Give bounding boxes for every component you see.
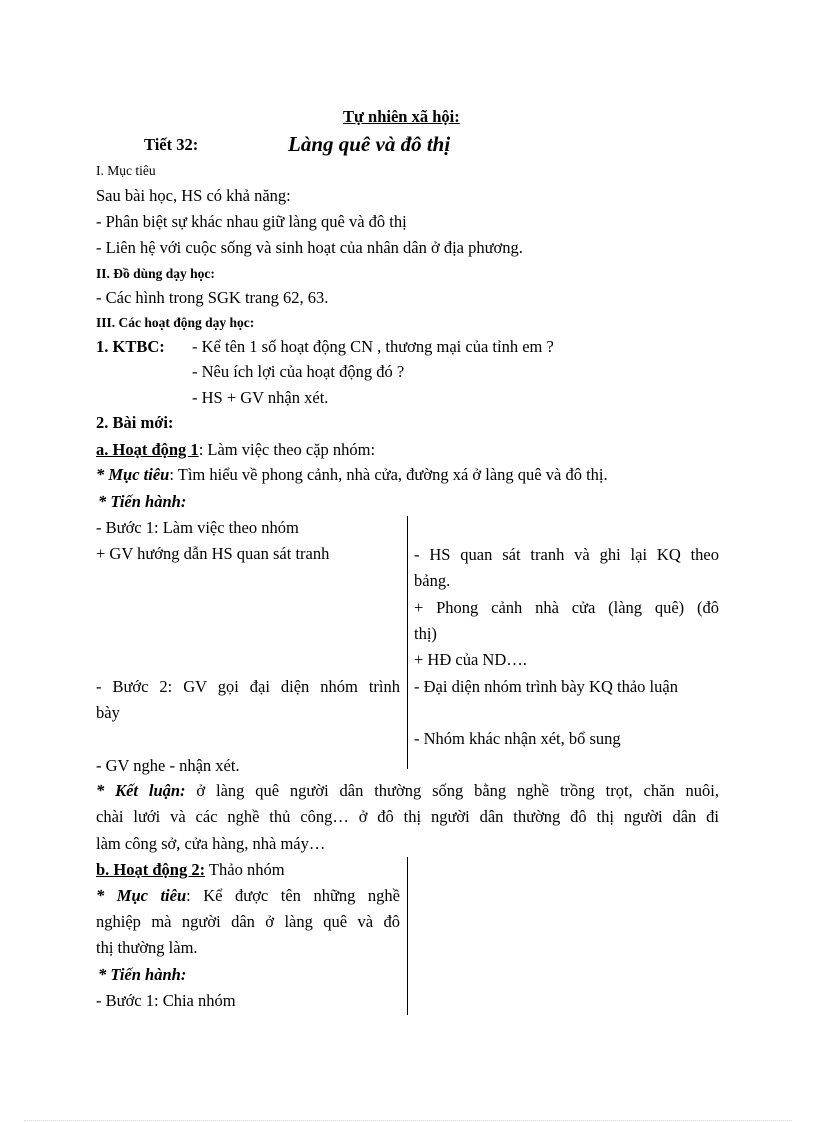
activity-2-desc: Thảo nhóm	[205, 860, 285, 879]
section-2-heading: II. Đồ dùng dạy học:	[96, 266, 215, 281]
ktbc-question: - HS + GV nhận xét.	[192, 388, 329, 407]
objective-text: : Tìm hiểu về phong cảnh, nhà cửa, đường xá ở làng quê và đô thị.	[169, 465, 608, 484]
student-activity: - HS quan sát tranh và ghi lại KQ theo	[414, 545, 719, 564]
activity-2-objective-line: nghiệp mà người dân ở làng quê và đô	[96, 912, 400, 931]
activity-2-objective-line	[96, 886, 400, 906]
objective-item: - Phân biệt sự khác nhau giữ làng quê và đô thị	[96, 212, 407, 231]
page-bottom-border	[24, 1120, 792, 1121]
ktbc-question: - Kể tên 1 số hoạt động CN , thương mại của tỉnh em ?	[192, 337, 554, 356]
objective-text: : Kể được tên những nghề	[186, 886, 400, 905]
lesson-title: Làng quê và đô thị	[288, 132, 451, 156]
conclusion-label: * Kết luận:	[96, 781, 186, 800]
student-activity: thị)	[414, 624, 437, 643]
step-2-line: bày	[96, 703, 120, 722]
ktbc-question: - Nêu ích lợi của hoạt động đó ?	[192, 362, 405, 381]
activity-2-label: b. Hoạt động 2:	[96, 860, 206, 879]
activity-2-heading	[96, 860, 285, 880]
activity-1-label: a. Hoạt động 1	[96, 440, 199, 459]
student-activity: - Nhóm khác nhận xét, bổ sung	[414, 729, 621, 748]
teacher-feedback: - GV nghe - nhận xét.	[96, 756, 240, 775]
step-1: - Bước 1: Làm việc theo nhóm	[96, 518, 299, 537]
activity-1-desc: : Làm việc theo cặp nhóm:	[198, 440, 376, 459]
section-1-heading: I. Mục tiêu	[96, 163, 156, 178]
section-3-heading: III. Các hoạt động dạy học:	[96, 315, 255, 330]
activity-1-objective	[96, 465, 608, 485]
step-2-line: - Bước 2: GV gọi đại diện nhóm trình	[96, 677, 400, 696]
student-activity: + HĐ của ND….	[414, 650, 527, 669]
teacher-guide: + GV hướng dẫn HS quan sát tranh	[96, 544, 330, 563]
conclusion-line-2: chài lưới và các nghề thủ công… ở đô thị người dân thường đô thị người dân đi	[96, 807, 719, 826]
subject-heading: Tự nhiên xã hội:	[343, 107, 460, 126]
procedure-label: * Tiến hành:	[98, 492, 187, 511]
procedure-label: * Tiến hành:	[98, 965, 187, 984]
step-1: - Bước 1: Chia nhóm	[96, 991, 236, 1010]
objective-item: - Liên hệ với cuộc sống và sinh hoạt của nhân dân ở địa phương.	[96, 238, 523, 257]
column-divider	[407, 857, 408, 1015]
ktbc-label: 1. KTBC:	[96, 337, 165, 356]
conclusion-line-1	[96, 781, 719, 801]
activity-2-objective-line: thị thường làm.	[96, 938, 198, 957]
new-lesson-heading: 2. Bài mới:	[96, 413, 174, 432]
student-activity: bảng.	[414, 571, 451, 590]
materials-item: - Các hình trong SGK trang 62, 63.	[96, 288, 329, 307]
activity-1-heading	[96, 440, 375, 460]
objective-label: * Mục tiêu	[96, 465, 170, 484]
lesson-number: Tiết 32:	[144, 135, 199, 154]
conclusion-text: ở làng quê người dân thường sống bằng nghề trồng trọt, chăn nuôi,	[185, 781, 719, 800]
column-divider	[407, 516, 408, 769]
student-activity: + Phong cảnh nhà cửa (làng quê) (đô	[414, 598, 719, 617]
conclusion-line-3: làm công sở, cửa hàng, nhà máy…	[96, 834, 326, 853]
section-1-intro: Sau bài học, HS có khả năng:	[96, 186, 291, 205]
student-activity: - Đại diện nhóm trình bày KQ thảo luận	[414, 677, 678, 696]
objective-label: * Mục tiêu	[96, 886, 187, 905]
